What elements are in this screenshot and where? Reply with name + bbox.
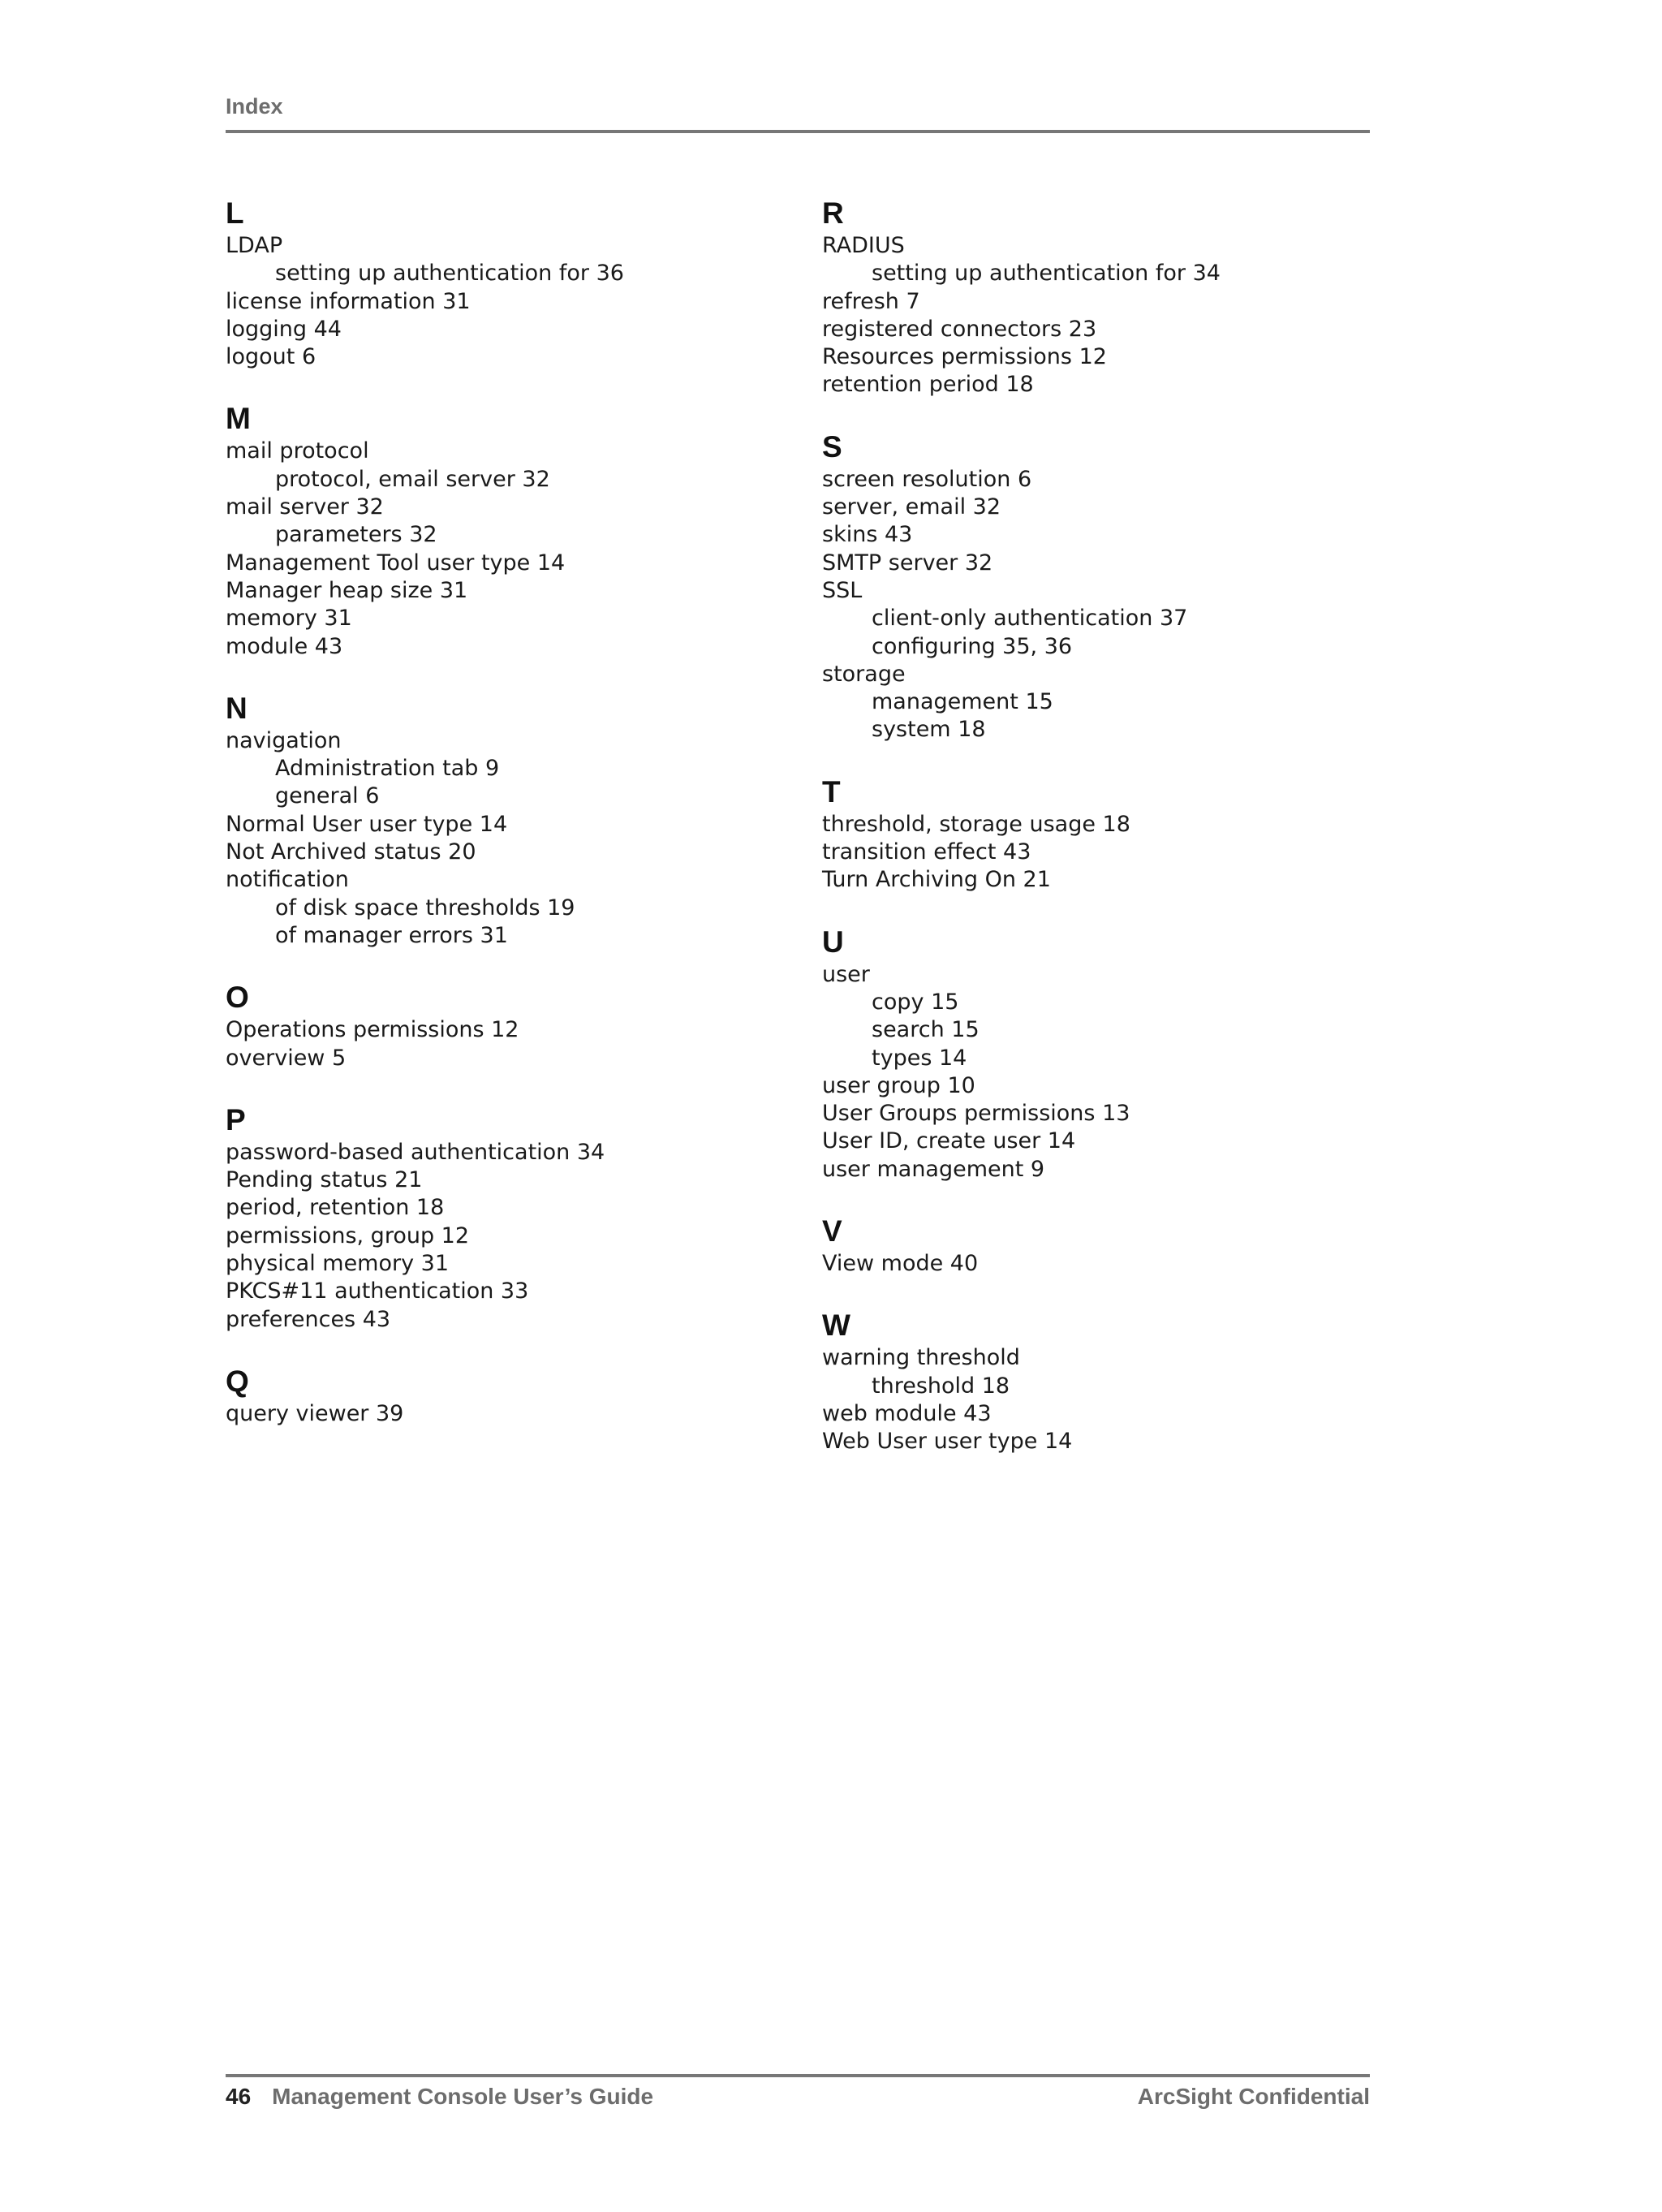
index-section (226, 1363, 777, 1428)
section-letter: V (822, 1214, 842, 1248)
book-title: Management Console User’s Guide (272, 2084, 654, 2109)
confidentiality-notice: ArcSight Confidential (1137, 2084, 1370, 2109)
index-section (226, 690, 777, 950)
index-entry: Not Archived status 20 (226, 839, 476, 865)
index-entry: Management Tool user type 14 (226, 550, 566, 576)
index-entry: logout 6 (226, 344, 316, 370)
index-entry: registered connectors 23 (822, 316, 1097, 342)
index-subentry: threshold 18 (872, 1373, 1010, 1399)
index-entry: View mode 40 (822, 1251, 979, 1277)
index-entry: RADIUS (822, 233, 905, 258)
index-subentry: setting up authentication for 36 (275, 261, 624, 287)
index-entry: memory 31 (226, 606, 352, 632)
index-column-left (226, 195, 777, 1457)
index-entry: SMTP server 32 (822, 550, 993, 576)
section-letter: W (822, 1309, 850, 1343)
index-entry: password-based authentication 34 (226, 1139, 605, 1165)
section-letter: O (226, 981, 249, 1015)
index-entry: notification (226, 867, 349, 893)
section-letter: Q (226, 1364, 249, 1398)
footer-left (226, 2080, 653, 2113)
section-letter: M (226, 402, 251, 436)
index-entry: PKCS#11 authentication 33 (226, 1278, 529, 1304)
index-entry: query viewer 39 (226, 1400, 404, 1426)
index-subentry: copy 15 (872, 989, 959, 1015)
index-entry: Turn Archiving On 21 (822, 867, 1051, 893)
index-section (226, 195, 777, 371)
index-entry: overview 5 (226, 1045, 347, 1071)
index-section (226, 979, 777, 1072)
index-subentry: parameters 32 (275, 522, 437, 548)
index-section (822, 195, 1374, 399)
index-section (822, 774, 1374, 895)
index-entry: user (822, 961, 870, 987)
index-entry: Normal User user type 14 (226, 811, 508, 837)
index-entry: user management 9 (822, 1156, 1045, 1182)
section-letter: U (822, 925, 844, 959)
index-section (226, 400, 777, 660)
index-entry: screen resolution 6 (822, 466, 1032, 492)
index-entry: physical memory 31 (226, 1251, 450, 1277)
index-subentry: setting up authentication for 34 (872, 261, 1221, 287)
section-letter: N (226, 691, 248, 725)
section-letter: R (822, 196, 844, 230)
index-entry: storage (822, 661, 906, 687)
index-entry: skins 43 (822, 522, 913, 548)
index-entry: permissions, group 12 (226, 1222, 470, 1248)
index-entry: logging 44 (226, 316, 342, 342)
footer-rule (226, 2074, 1370, 2077)
index-entry: mail protocol (226, 438, 369, 464)
index-entry: user group 10 (822, 1072, 975, 1098)
index-entry: LDAP (226, 233, 283, 258)
index-entry: Operations permissions 12 (226, 1017, 519, 1043)
index-entry: User ID, create user 14 (822, 1128, 1076, 1154)
index-section (822, 924, 1374, 1184)
index-subentry: configuring 35, 36 (872, 633, 1073, 659)
section-letter: P (226, 1102, 246, 1136)
index-entry: Manager heap size 31 (226, 577, 468, 603)
index-subentry: of manager errors 31 (275, 922, 508, 948)
index-entry: module 43 (226, 633, 343, 659)
index-section (822, 1307, 1374, 1455)
index-entry: retention period 18 (822, 372, 1034, 398)
index-entry: server, email 32 (822, 494, 1001, 520)
header-rule (226, 130, 1370, 133)
index-subentry: search 15 (872, 1017, 980, 1043)
index-entry: preferences 43 (226, 1306, 391, 1332)
index-entry: license information 31 (226, 288, 471, 314)
index-entry: mail server 32 (226, 494, 384, 520)
index-section (822, 429, 1374, 744)
index-subentry: of disk space thresholds 19 (275, 895, 575, 921)
index-subentry: management 15 (872, 689, 1053, 715)
index-entry: refresh 7 (822, 288, 920, 314)
index-subentry: client-only authentication 37 (872, 606, 1188, 632)
index-section (226, 1102, 777, 1334)
index-entry: SSL (822, 577, 863, 603)
index-entry: User Groups permissions 13 (822, 1101, 1130, 1127)
page-number: 46 (226, 2084, 252, 2109)
index-entry: navigation (226, 727, 342, 753)
index-subentry: system 18 (872, 717, 986, 743)
index-subentry: general 6 (275, 783, 380, 809)
index-entry: web module 43 (822, 1400, 992, 1426)
index-entry: transition effect 43 (822, 839, 1031, 865)
index-entry: warning threshold (822, 1345, 1020, 1371)
section-letter: L (226, 196, 244, 230)
index-column-right (822, 195, 1374, 1485)
section-letter: T (822, 774, 841, 808)
section-letter: S (822, 429, 842, 464)
index-entry: Pending status 21 (226, 1167, 423, 1193)
index-subentry: Administration tab 9 (275, 756, 500, 782)
running-head: Index (226, 94, 283, 119)
index-entry: Resources permissions 12 (822, 344, 1107, 370)
index-entry: period, retention 18 (226, 1195, 445, 1221)
index-section (822, 1213, 1374, 1278)
index-subentry: types 14 (872, 1045, 967, 1071)
index-entry: Web User user type 14 (822, 1429, 1073, 1455)
index-entry: threshold, storage usage 18 (822, 811, 1130, 837)
index-subentry: protocol, email server 32 (275, 466, 550, 492)
